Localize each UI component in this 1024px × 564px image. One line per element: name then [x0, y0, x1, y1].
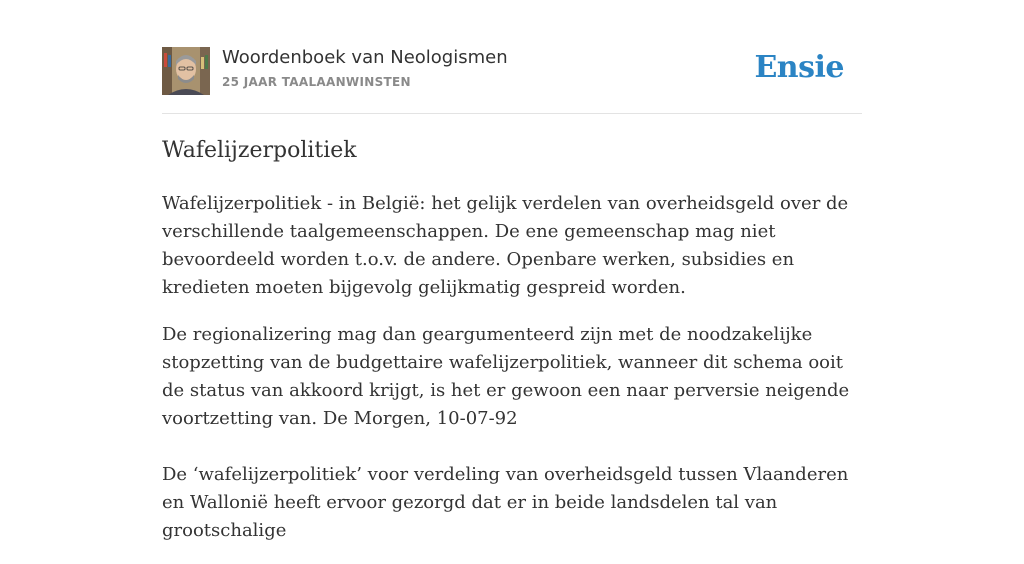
source-header — [162, 46, 862, 96]
ensie-logo[interactable]: Ensie — [754, 50, 844, 85]
avatar[interactable] — [162, 47, 210, 95]
source-title[interactable]: Woordenboek van Neologismen — [222, 47, 508, 68]
source-subtitle: 25 JAAR TAALAANWINSTEN — [222, 75, 411, 89]
entry-definition — [162, 190, 862, 564]
header-divider — [162, 113, 862, 114]
entry-headword: Wafelijzerpolitiek — [162, 138, 357, 163]
author-portrait-icon — [162, 47, 210, 95]
citation-paragraph: De ‘wafelijzerpolitiek’ voor verdeling van overheidsgeld tussen Vlaanderen en Wallonië heeft ervoor gezorgd dat er in beide landsdelen tal van grootschalige — [162, 464, 849, 541]
definition-paragraph: Wafelijzerpolitiek - in België: het gelijk verdelen van overheidsgeld over de verschillende taalgemeenschappen. De ene gemeenschap mag niet bevoordeeld worden t.o.v. de andere. Openbare werken, subsidies en kredieten moeten bijgevolg gelijkmatig gespreid worden. — [162, 193, 849, 298]
citation-paragraph: De regionalizering mag dan geargumenteerd zijn met de noodzakelijke stopzetting van de budgettaire wafelijzerpolitiek, wanneer dit schema ooit de status van akkoord krijgt, is het er gewoon een naar perversie neigende voortzetting van. De Morgen, 10-07-92 — [162, 324, 850, 429]
